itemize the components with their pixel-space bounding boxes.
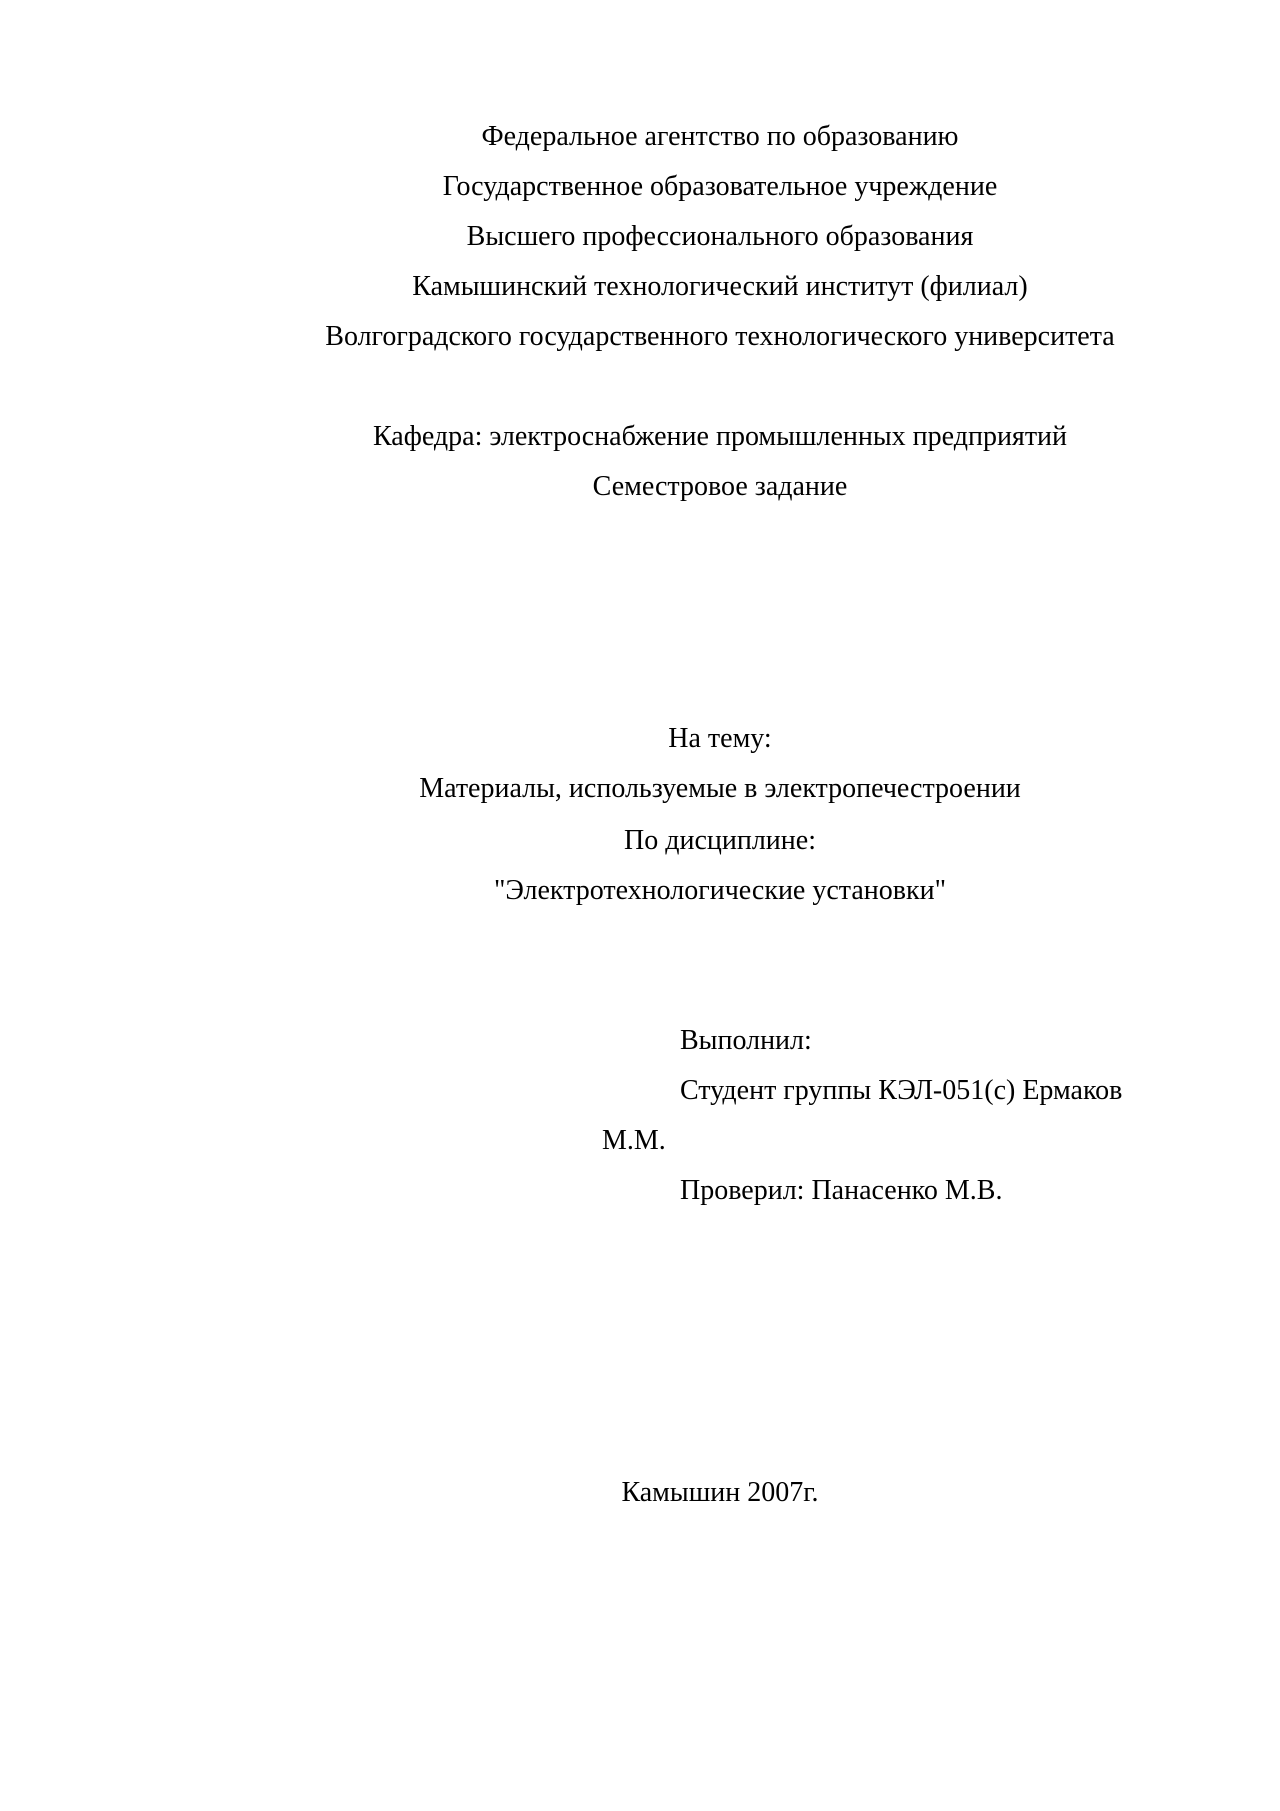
work-type: Семестровое задание (592, 471, 848, 502)
place-year: Камышин 2007г. (621, 1477, 819, 1508)
topic-intro: На тему: (668, 723, 772, 754)
header-education-level: Высшего профессионального образования (466, 221, 974, 252)
department-label: Кафедра: электроснабжение промышленных предприятий (372, 421, 1068, 452)
header-institute: Камышинский технологический институт (филиал) (412, 271, 1028, 302)
student-line: Студент группы КЭЛ-051(с) Ермаков (680, 1075, 1123, 1106)
done-by-label: Выполнил: (680, 1025, 812, 1056)
checked-by: Проверил: Панасенко М.В. (680, 1175, 1003, 1206)
header-institution-type: Государственное образовательное учреждение (442, 171, 998, 202)
header-university: Волгоградского государственного технологического университета (325, 321, 1115, 352)
header-agency: Федеральное агентство по образованию (481, 121, 959, 152)
topic-title: Материалы, используемые в электропечестроении (419, 773, 1021, 804)
discipline-name: "Электротехнологические установки" (493, 875, 947, 906)
student-line-continuation: М.М. (602, 1125, 666, 1156)
discipline-label: По дисциплине: (624, 825, 816, 856)
